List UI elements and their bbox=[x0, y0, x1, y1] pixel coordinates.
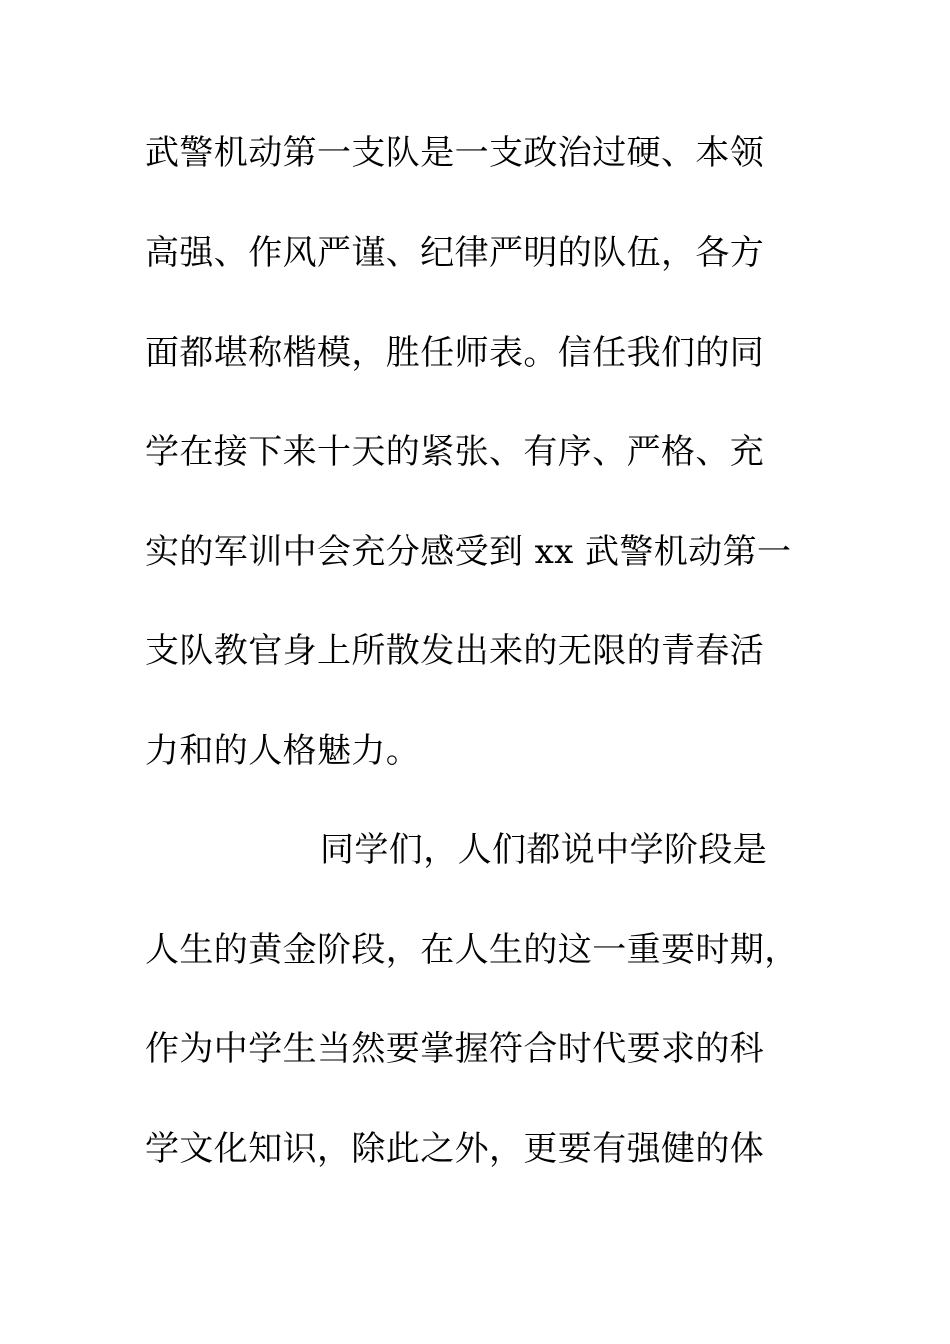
paragraph-line-indented: 同学们，人们都说中学阶段是 bbox=[320, 830, 768, 870]
paragraph-line: 学在接下来十天的紧张、有序、严格、充 bbox=[145, 432, 765, 472]
paragraph-line: 武警机动第一支队是一支政治过硬、本领 bbox=[145, 133, 765, 173]
paragraph-line: 高强、作风严谨、纪律严明的队伍，各方 bbox=[145, 233, 765, 273]
paragraph-line: 作为中学生当然要掌握符合时代要求的科 bbox=[145, 1029, 765, 1069]
paragraph-line: 实的军训中会充分感受到 xx 武警机动第一 bbox=[145, 532, 792, 572]
paragraph-line: 人生的黄金阶段，在人生的这一重要时期， bbox=[145, 930, 799, 970]
paragraph-line: 学文化知识，除此之外，更要有强健的体 bbox=[145, 1129, 765, 1169]
paragraph-line: 面都堪称楷模，胜任师表。信任我们的同 bbox=[145, 333, 765, 373]
paragraph-line: 力和的人格魅力。 bbox=[145, 731, 421, 771]
paragraph-line: 支队教官身上所散发出来的无限的青春活 bbox=[145, 631, 765, 671]
